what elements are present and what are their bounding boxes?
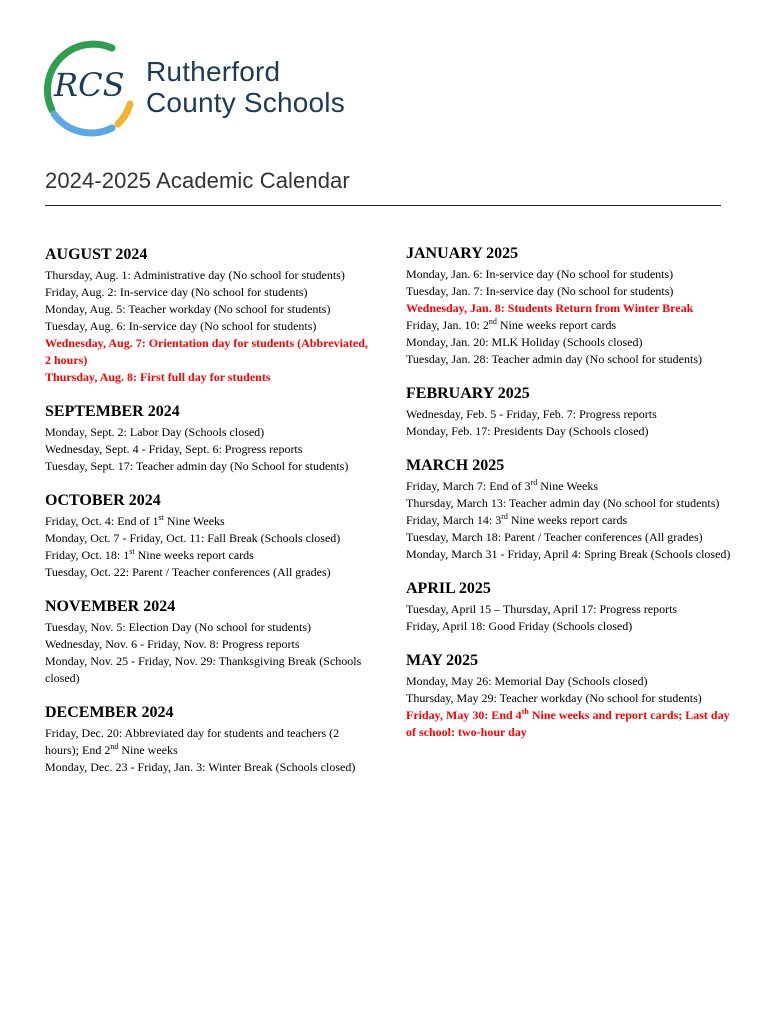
month-section-april-2025 <box>406 579 736 635</box>
calendar-entry: Monday, Oct. 7 - Friday, Oct. 11: Fall Break (Schools closed) <box>45 531 341 545</box>
right-column <box>406 244 736 757</box>
calendar-entry-list <box>406 406 736 440</box>
month-section-august-2024 <box>45 245 375 386</box>
month-heading: NOVEMBER 2024 <box>45 598 176 615</box>
calendar-entry: Friday, Oct. 4: End of 1st Nine Weeks <box>45 513 225 528</box>
month-heading: AUGUST 2024 <box>45 246 148 263</box>
rcs-logo <box>34 32 144 140</box>
month-section-december-2024 <box>45 703 375 776</box>
month-section-september-2024 <box>45 402 375 475</box>
logo-lettering: RCS <box>54 66 125 104</box>
month-section-january-2025 <box>406 244 736 368</box>
month-heading: SEPTEMBER 2024 <box>45 403 180 420</box>
calendar-entry: Wednesday, Feb. 5 - Friday, Feb. 7: Progress reports <box>406 407 657 421</box>
month-heading: MAY 2025 <box>406 652 479 669</box>
calendar-entry-list <box>406 478 736 563</box>
calendar-entry: Tuesday, Jan. 7: In-service day (No school for students) <box>406 284 674 298</box>
calendar-entry-list <box>406 673 736 741</box>
left-column <box>45 245 375 792</box>
calendar-entry: Tuesday, Aug. 6: In-service day (No school for students) <box>45 319 317 333</box>
brand-name <box>146 56 345 118</box>
calendar-entry-list <box>45 424 375 475</box>
calendar-entry: Monday, Jan. 20: MLK Holiday (Schools closed) <box>406 335 643 349</box>
calendar-entry: Monday, May 26: Memorial Day (Schools closed) <box>406 674 648 688</box>
month-heading: APRIL 2025 <box>406 580 491 597</box>
calendar-entry: Tuesday, April 15 – Thursday, April 17: Progress reports <box>406 602 678 616</box>
calendar-entry: Wednesday, Nov. 6 - Friday, Nov. 8: Progress reports <box>45 637 300 651</box>
calendar-entry: Monday, Jan. 6: In-service day (No school for students) <box>406 267 674 281</box>
header-divider <box>45 205 721 206</box>
month-section-february-2025 <box>406 384 736 440</box>
calendar-entry: Thursday, May 29: Teacher workday (No school for students) <box>406 691 702 705</box>
calendar-entry-list <box>45 619 375 687</box>
page-title: 2024-2025 Academic Calendar <box>45 168 350 193</box>
calendar-entry: Monday, Sept. 2: Labor Day (Schools closed) <box>45 425 265 439</box>
calendar-entry-list <box>406 601 736 635</box>
calendar-entry: Tuesday, Nov. 5: Election Day (No school for students) <box>45 620 311 634</box>
calendar-entry-highlighted: Friday, May 30: End 4th Nine weeks and report cards; Last day of school: two-hour day <box>406 707 730 739</box>
calendar-entry: Wednesday, Sept. 4 - Friday, Sept. 6: Progress reports <box>45 442 303 456</box>
month-heading: JANUARY 2025 <box>406 245 519 262</box>
month-heading: MARCH 2025 <box>406 457 505 474</box>
month-section-november-2024 <box>45 597 375 687</box>
calendar-entry-highlighted: Wednesday, Jan. 8: Students Return from Winter Break <box>406 301 694 315</box>
calendar-entry: Friday, April 18: Good Friday (Schools closed) <box>406 619 633 633</box>
month-section-march-2025 <box>406 456 736 563</box>
calendar-entry: Monday, Aug. 5: Teacher workday (No school for students) <box>45 302 331 316</box>
calendar-entry: Friday, March 7: End of 3rd Nine Weeks <box>406 478 598 493</box>
calendar-entry-highlighted: Wednesday, Aug. 7: Orientation day for students (Abbreviated, 2 hours) <box>45 336 368 367</box>
calendar-entry: Monday, Nov. 25 - Friday, Nov. 29: Thanksgiving Break (Schools closed) <box>45 654 362 685</box>
month-heading: FEBRUARY 2025 <box>406 385 530 402</box>
month-section-may-2025 <box>406 651 736 741</box>
calendar-entry: Tuesday, Oct. 22: Parent / Teacher conferences (All grades) <box>45 565 331 579</box>
calendar-entry: Tuesday, Jan. 28: Teacher admin day (No school for students) <box>406 352 702 366</box>
calendar-entry: Friday, Aug. 2: In-service day (No school for students) <box>45 285 308 299</box>
calendar-entry-list <box>45 513 375 581</box>
calendar-entry-list <box>45 725 375 776</box>
brand-line-2: County Schools <box>146 87 345 118</box>
month-heading: DECEMBER 2024 <box>45 704 174 721</box>
brand-line-1: Rutherford <box>146 56 281 87</box>
calendar-entry: Tuesday, March 18: Parent / Teacher conferences (All grades) <box>406 530 703 544</box>
calendar-entry: Thursday, March 13: Teacher admin day (No school for students) <box>406 496 720 510</box>
calendar-entry-list <box>45 267 375 386</box>
calendar-entry-highlighted: Thursday, Aug. 8: First full day for students <box>45 370 271 384</box>
calendar-entry: Friday, Jan. 10: 2nd Nine weeks report cards <box>406 317 617 332</box>
calendar-entry: Monday, Feb. 17: Presidents Day (Schools closed) <box>406 424 649 438</box>
calendar-entry: Friday, Dec. 20: Abbreviated day for students and teachers (2 hours); End 2nd Nine weeks <box>45 726 340 757</box>
month-heading: OCTOBER 2024 <box>45 492 161 509</box>
calendar-entry: Friday, March 14: 3rd Nine weeks report cards <box>406 512 628 527</box>
calendar-entry-list <box>406 266 736 368</box>
calendar-entry: Monday, Dec. 23 - Friday, Jan. 3: Winter Break (Schools closed) <box>45 760 356 774</box>
month-section-october-2024 <box>45 491 375 581</box>
calendar-entry: Thursday, Aug. 1: Administrative day (No school for students) <box>45 268 345 282</box>
calendar-entry: Tuesday, Sept. 17: Teacher admin day (No School for students) <box>45 459 349 473</box>
calendar-entry: Monday, March 31 - Friday, April 4: Spring Break (Schools closed) <box>406 547 731 561</box>
calendar-entry: Friday, Oct. 18: 1st Nine weeks report cards <box>45 547 254 562</box>
